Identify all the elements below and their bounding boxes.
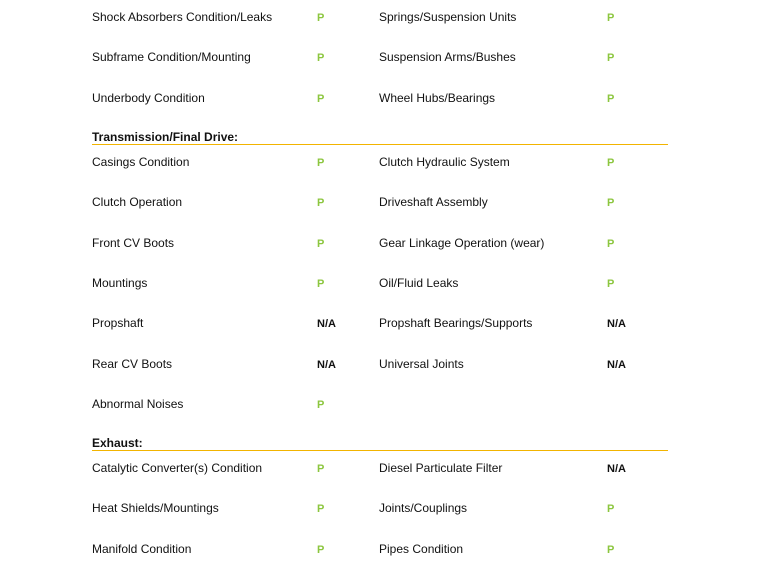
pass-status: P [317,92,325,105]
pass-status: P [607,197,615,210]
inspection-item-label: Manifold Condition [92,541,192,556]
pass-status: P [317,398,325,411]
inspection-item-label: Diesel Particulate Filter [379,461,503,475]
inspection-item-label: Joints/Couplings [379,501,468,516]
inspection-item-label: Casings Condition [92,155,190,169]
pass-status: P [607,12,615,24]
na-status: N/A [607,358,626,371]
inspection-item-label: Front CV Boots [92,235,175,250]
section-heading-transmission: Transmission/Final Drive: [92,130,239,144]
pass-status: P [317,503,325,516]
inspection-item-label: Rear CV Boots [92,356,173,371]
inspection-item-label: Wheel Hubs/Bearings [379,90,496,105]
inspection-item-label: Heat Shields/Mountings [92,501,219,516]
pass-status: P [607,237,615,250]
na-status: N/A [607,318,626,331]
inspection-item-label: Springs/Suspension Units [379,10,517,24]
inspection-item-label: Shock Absorbers Condition/Leaks [92,10,273,24]
na-status: N/A [317,358,336,371]
pass-status: P [317,543,325,556]
inspection-item-label: Underbody Condition [92,90,205,105]
inspection-item-label: Suspension Arms/Bushes [379,50,516,65]
inspection-item-label: Gear Linkage Operation (wear) [379,235,545,250]
inspection-item-label: Subframe Condition/Mounting [92,50,251,65]
section-divider [92,144,668,145]
pass-status: P [317,463,325,475]
pass-status: P [607,92,615,105]
inspection-item-label: Catalytic Converter(s) Condition [92,461,263,475]
pass-status: P [317,12,325,24]
section-heading-exhaust: Exhaust: [92,436,143,450]
pass-status: P [317,237,325,250]
section-divider [92,450,668,451]
inspection-item-label: Driveshaft Assembly [379,195,488,210]
pass-status: P [607,157,615,169]
inspection-item-label: Clutch Hydraulic System [379,155,510,169]
pass-status: P [317,277,325,290]
inspection-item-label: Pipes Condition [379,541,464,556]
pass-status: P [607,277,615,290]
inspection-item-label: Abnormal Noises [92,396,184,411]
inspection-item-label: Universal Joints [379,356,464,371]
inspection-item-label: Propshaft Bearings/Supports [379,316,533,331]
inspection-item-label: Oil/Fluid Leaks [379,275,459,290]
pass-status: P [317,157,325,169]
inspection-item-label: Mountings [92,275,148,290]
na-status: N/A [317,318,336,331]
pass-status: P [607,503,615,516]
na-status: N/A [607,463,626,475]
inspection-item-label: Clutch Operation [92,195,183,210]
pass-status: P [317,52,325,65]
pass-status: P [607,543,615,556]
pass-status: P [317,197,325,210]
pass-status: P [607,52,615,65]
inspection-item-label: Propshaft [92,316,144,331]
